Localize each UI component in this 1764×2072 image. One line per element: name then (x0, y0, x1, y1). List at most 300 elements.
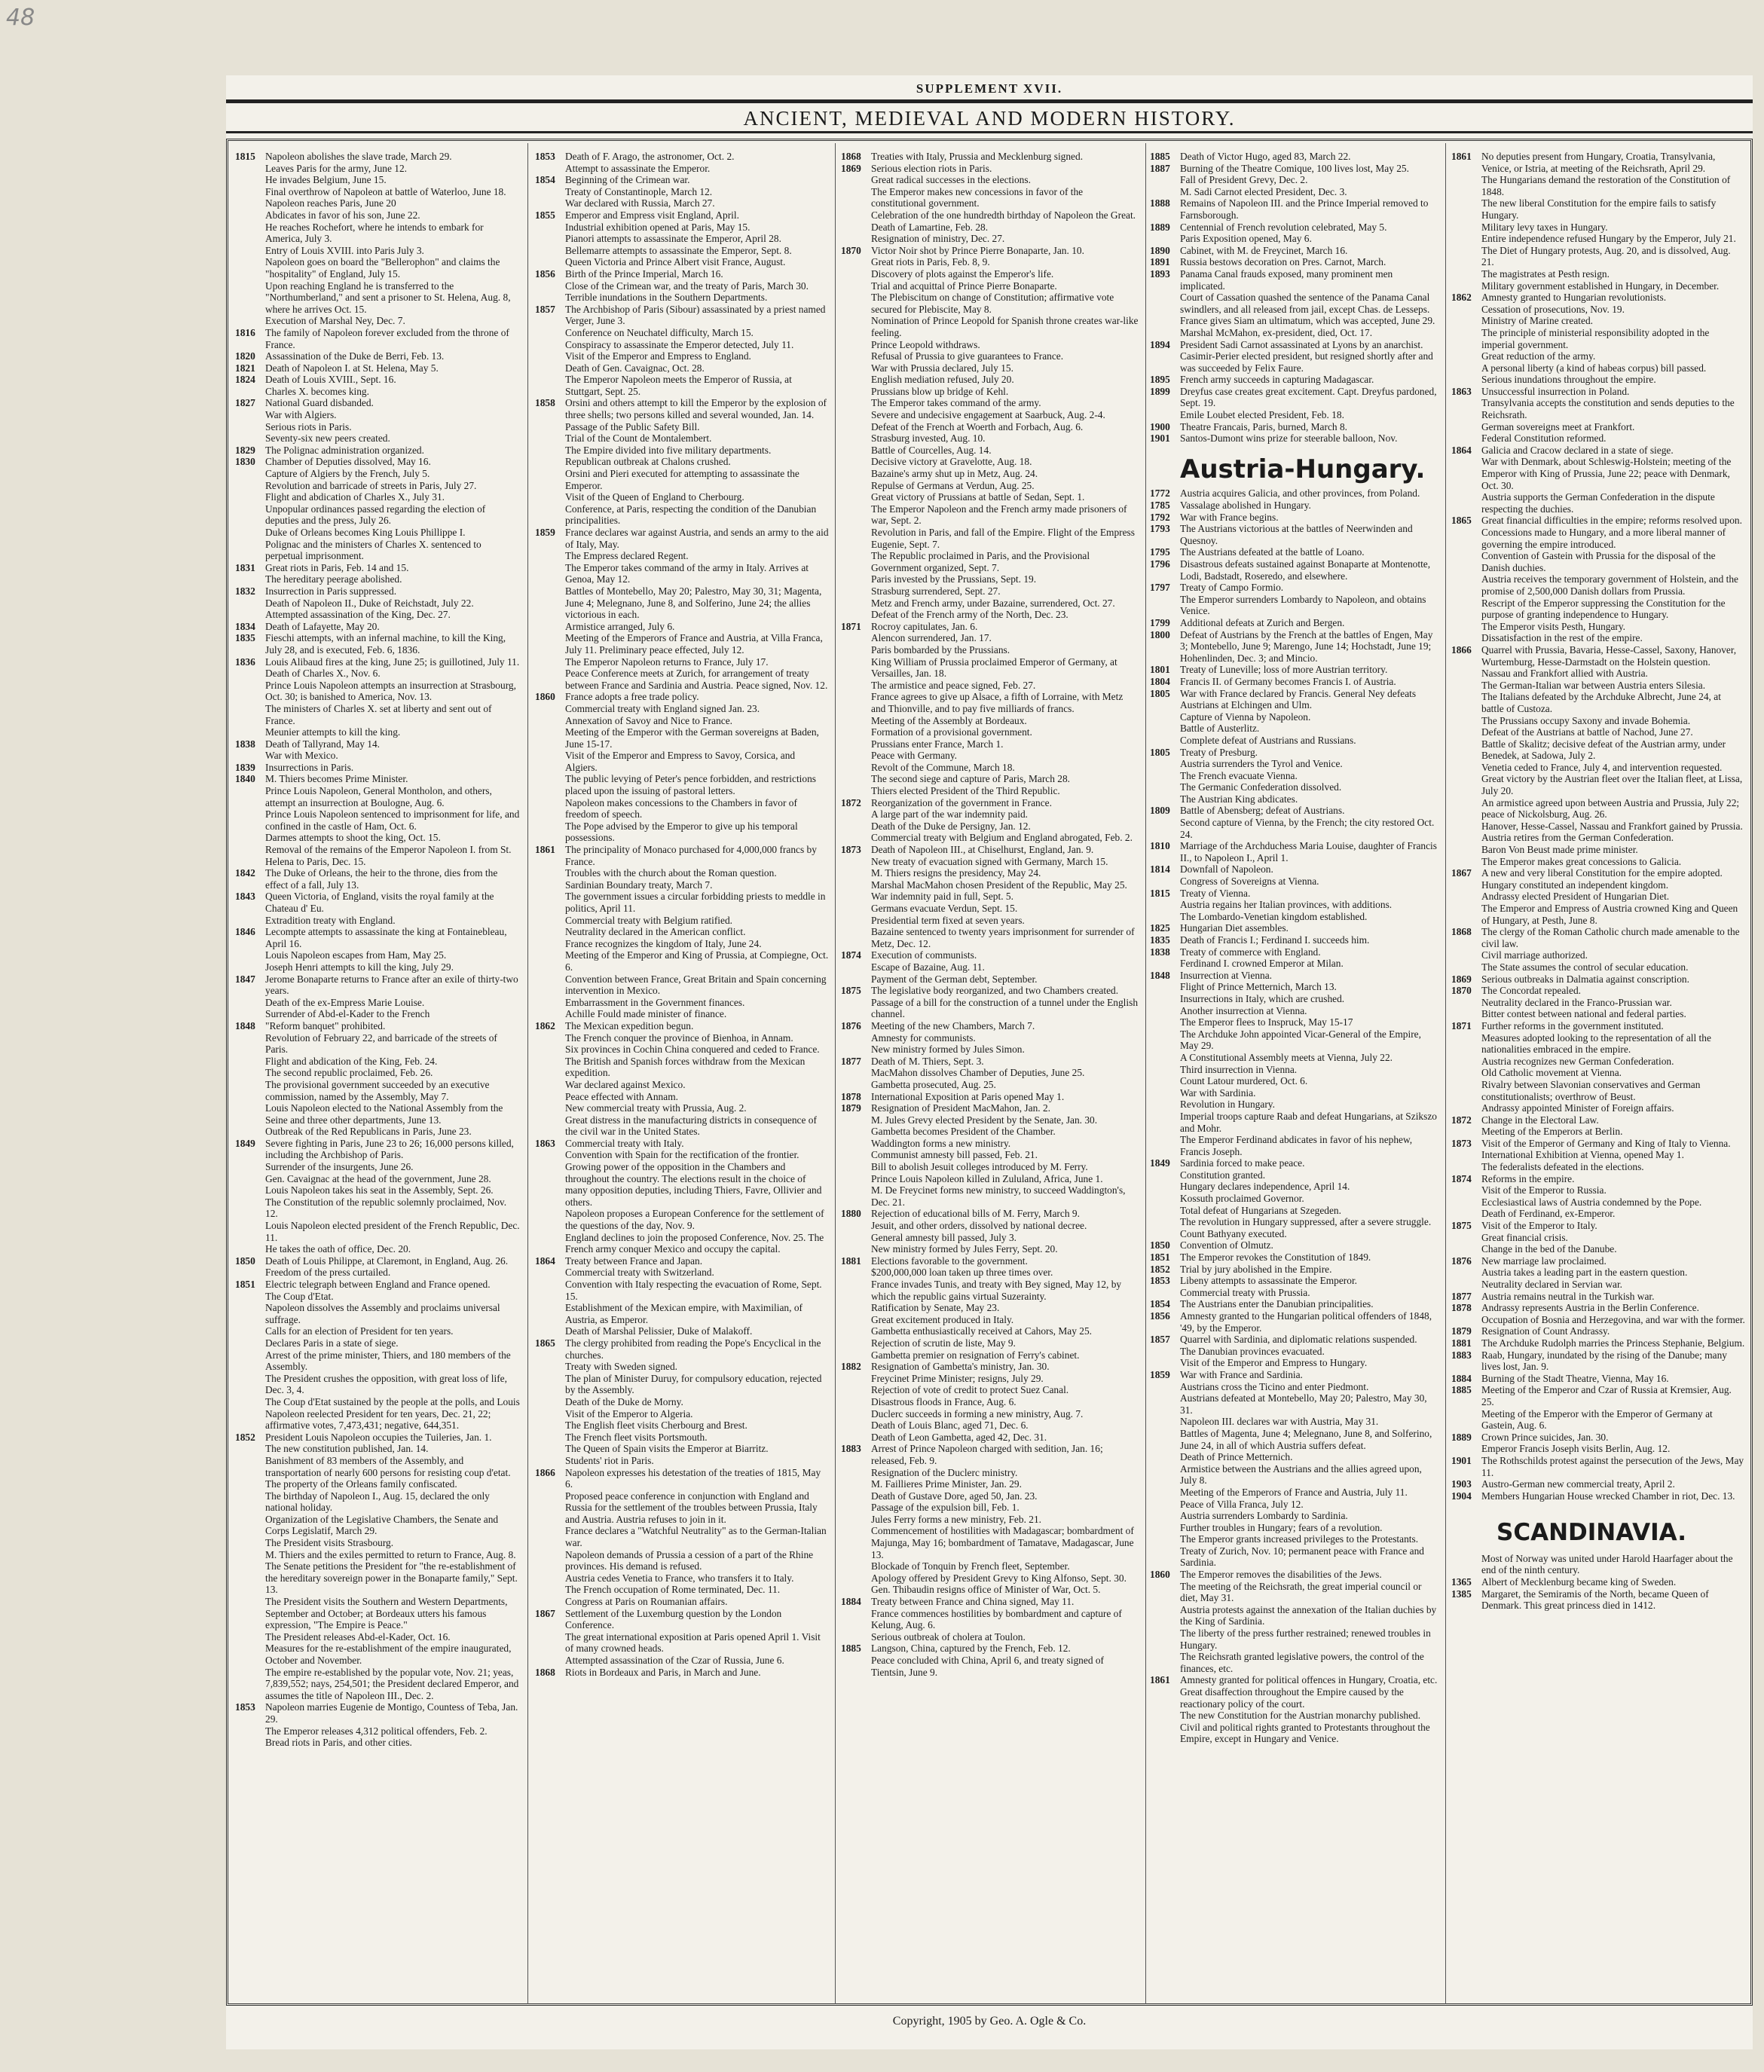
entry-text: Battle of Skalitz; decisive defeat of the Austrian army, under Benedek, at Sadowa, July 2. (1481, 738, 1726, 762)
entry-year (1150, 594, 1180, 617)
history-entry (1451, 245, 1745, 268)
history-entry (535, 1432, 829, 1444)
entry-year: 1772 (1150, 487, 1170, 500)
history-entry (535, 397, 829, 420)
entry-text: The legislative body reorganized, and two Chambers created. (871, 985, 1119, 997)
entry-text: Formation of a provisional government. (871, 726, 1032, 738)
entry-year (841, 1525, 871, 1560)
entry-text: Total defeat of Hungarians at Szegeden. (1180, 1204, 1341, 1216)
history-entry (235, 1138, 520, 1161)
entry-text: Treaty of commerce with England. (1180, 946, 1321, 958)
entry-year (1451, 350, 1481, 362)
entry-text: Treaty of Zurich, Nov. 10; permanent peace with France and Sardinia. (1180, 1545, 1424, 1569)
entry-text: A personal liberty (a kind of habeas corpus) bill passed. (1481, 362, 1707, 374)
entry-text: Cabinet, with M. de Freycinet, March 16. (1180, 244, 1348, 256)
entry-year (1451, 1553, 1481, 1576)
entry-year (1451, 621, 1481, 633)
history-entry (1451, 491, 1745, 515)
history-entry (1150, 899, 1439, 911)
history-entry (235, 315, 520, 327)
entry-year (235, 726, 265, 738)
history-entry (535, 527, 829, 550)
entry-text: English mediation refused, July 20. (871, 374, 1014, 386)
history-entry (1451, 1149, 1745, 1161)
entry-year (841, 691, 871, 714)
history-entry (1150, 981, 1439, 993)
history-entry (841, 1408, 1139, 1420)
entry-text: Rivalry between Slavonian conservatives and German constitutionalists; overthrow of Beust. (1481, 1078, 1701, 1102)
entry-text: The Emperor removes the disabilities of the Jews. (1180, 1569, 1382, 1581)
history-entry (535, 350, 829, 362)
entry-text: Conference, at Paris, respecting the condition of the Danubian principalities. (565, 503, 817, 527)
entry-year (1150, 958, 1180, 970)
history-entry (1451, 1553, 1745, 1576)
entry-year (1150, 1287, 1180, 1299)
entry-year (841, 1279, 871, 1302)
history-entry (235, 762, 520, 774)
history-entry (235, 256, 520, 280)
history-entry (1451, 821, 1745, 833)
entry-year (841, 350, 871, 362)
history-entry (841, 621, 1139, 633)
entry-text: Napoleon dissolves the Assembly and proclaims universal suffrage. (265, 1302, 500, 1325)
entry-year: 1862 (535, 1019, 555, 1031)
history-entry (235, 197, 520, 209)
entry-year (841, 1067, 871, 1079)
history-entry (1451, 985, 1745, 997)
entry-year (535, 879, 565, 891)
entry-year (841, 1114, 871, 1126)
history-entry (841, 1149, 1139, 1161)
entry-year: 1903 (1451, 1478, 1472, 1490)
entry-text: Insurrections in Paris. (265, 761, 354, 773)
history-entry (841, 926, 1139, 949)
history-entry (1451, 1067, 1745, 1079)
entry-year (841, 1349, 871, 1361)
entry-year: 1831 (235, 561, 255, 573)
entry-text: Annexation of Savoy and Nice to France. (565, 714, 732, 726)
entry-year (235, 1032, 265, 1056)
history-entry (1150, 1545, 1439, 1569)
entry-text: Capture of Algiers by the French, July 5. (265, 468, 430, 480)
entry-text: Change in the Electoral Law. (1481, 1114, 1599, 1126)
entry-text: Theatre Francais, Paris, burned, March 8. (1180, 420, 1347, 432)
history-entry (235, 245, 520, 257)
history-entry (841, 832, 1139, 844)
entry-text: Marshal McMahon, ex-president, died, Oct. 17. (1180, 326, 1373, 338)
history-entry (235, 386, 520, 398)
entry-text: The President crushes the opposition, with great loss of life, Dec. 3, 4. (265, 1372, 507, 1396)
entry-year (841, 1079, 871, 1091)
entry-year (1451, 1232, 1481, 1244)
entry-year (535, 456, 565, 468)
entry-year: 1889 (1150, 221, 1170, 233)
entry-text: Napoleon demands of Prussia a cession of a part of the Rhine provinces. His demand is refused. (565, 1548, 814, 1572)
history-entry (1451, 1079, 1745, 1102)
history-entry (535, 468, 829, 491)
entry-year (841, 1420, 871, 1432)
history-entry (841, 186, 1139, 209)
entry-text: Visit of the Emperor to Italy. (1481, 1220, 1597, 1232)
history-entry (841, 1572, 1139, 1585)
history-entry (235, 609, 520, 621)
history-entry (235, 844, 520, 867)
entry-text: Convention of Gastein with Prussia for the disposal of the Danish duchies. (1481, 550, 1716, 573)
entry-year: 1885 (1150, 151, 1170, 162)
history-entry (535, 374, 829, 397)
history-entry (841, 1079, 1139, 1091)
history-entry (841, 362, 1139, 374)
history-entry (535, 797, 829, 821)
entry-year (841, 856, 871, 868)
history-entry (1451, 773, 1745, 796)
history-entry (1150, 911, 1439, 923)
entry-year: 1854 (535, 174, 555, 186)
entry-year (235, 186, 265, 198)
entry-text: Proposed peace conference in conjunction with England and Russia for the settlement of the troubles between Prussia, Italy and Austria. Austria refuses to join in it. (565, 1490, 818, 1525)
entry-text: The President visits Strasbourg. (265, 1537, 394, 1549)
history-entry (841, 409, 1139, 421)
entry-year (235, 949, 265, 961)
entry-text: Gen. Cavaignac at the head of the government, June 28. (265, 1172, 491, 1184)
history-entry (1150, 1157, 1439, 1169)
entry-text: Defeat of the Austrians at battle of Nachod, June 27. (1481, 726, 1693, 738)
history-entry (535, 1114, 829, 1138)
history-entry (535, 1596, 829, 1608)
history-column-4 (1150, 151, 1439, 1997)
entry-year: 1365 (1451, 1576, 1472, 1588)
entry-year: 1858 (535, 397, 555, 409)
entry-year (841, 785, 871, 797)
entry-text: The English fleet visits Cherbourg and Brest. (565, 1420, 747, 1432)
entry-text: Insurrection at Vienna. (1180, 969, 1273, 981)
entry-text: Attempted assassination of the King, Dec. 27. (265, 609, 451, 621)
entry-year (1150, 1216, 1180, 1228)
entry-text: War indemnity paid in full, Sept. 5. (871, 891, 1013, 903)
entry-text: Joseph Henri attempts to kill the king, July 29. (265, 961, 454, 973)
entry-year (841, 1608, 871, 1631)
entry-text: Albert of Mecklenburg became king of Sweden. (1481, 1576, 1677, 1588)
history-entry (235, 1102, 520, 1126)
history-entry (535, 1138, 829, 1150)
entry-year (235, 1243, 265, 1255)
entry-text: The Emperor Napoleon and the French army made prisoners of war, Sept. 2. (871, 503, 1127, 527)
entry-year (1451, 527, 1481, 550)
entry-text: MacMahon dissolves Chamber of Deputies, June 25. (871, 1067, 1085, 1079)
history-entry (841, 1337, 1139, 1349)
history-entry (1150, 1627, 1439, 1651)
history-entry (235, 1267, 520, 1279)
history-entry (1451, 550, 1745, 573)
entry-text: Marriage of the Archduchess Maria Louise, daughter of Francis II., to Napoleon I., April 1. (1180, 840, 1437, 863)
history-entry (535, 256, 829, 268)
entry-year (535, 1032, 565, 1044)
entry-text: Serious election riots in Paris. (871, 162, 992, 174)
history-entry (1451, 1184, 1745, 1196)
history-entry (1451, 527, 1745, 550)
history-entry (1451, 597, 1745, 621)
entry-text: The Austrians enter the Danubian principalities. (1180, 1298, 1374, 1310)
history-entry (1150, 1099, 1439, 1111)
entry-text: M. De Freycinet forms new ministry, to succeed Waddington's, Dec. 21. (871, 1184, 1126, 1208)
entry-year (1451, 174, 1481, 197)
history-entry (1150, 245, 1439, 257)
entry-text: Commercial treaty with England signed Jan. 23. (565, 702, 760, 714)
entry-year (235, 527, 265, 539)
entry-year: 1814 (1150, 863, 1170, 876)
entry-text: The German-Italian war between Austria enters Silesia. (1481, 679, 1706, 691)
entry-year (235, 503, 265, 527)
entry-year: 1850 (235, 1255, 255, 1267)
history-entry (1150, 186, 1439, 198)
history-entry (841, 844, 1139, 856)
history-entry (235, 1243, 520, 1255)
history-entry (235, 726, 520, 738)
entry-year (535, 1114, 565, 1138)
history-entry (535, 726, 829, 750)
entry-text: Darmes attempts to shoot the king, Oct. 15. (265, 832, 441, 844)
entry-text: Refusal of Prussia to give guarantees to France. (871, 350, 1064, 362)
entry-year (1451, 233, 1481, 245)
entry-year (535, 550, 565, 562)
history-entry (535, 867, 829, 879)
entry-text: Defeat of the French army of the North, Dec. 23. (871, 609, 1068, 621)
history-entry (1451, 644, 1745, 668)
entry-year: 1848 (235, 1019, 255, 1031)
entry-year (235, 1196, 265, 1220)
entry-year (841, 1490, 871, 1502)
entry-text: Great victory of Prussians at battle of Sedan, Sept. 1. (871, 491, 1085, 503)
entry-year (235, 222, 265, 245)
column-divider (835, 143, 836, 2004)
history-entry (1150, 629, 1439, 665)
entry-year: 1864 (1451, 444, 1472, 456)
history-entry (535, 1091, 829, 1103)
entry-year: 1800 (1150, 628, 1170, 640)
history-entry (841, 1443, 1139, 1466)
history-entry (1150, 1216, 1439, 1228)
entry-text: Arrest of Prince Napoleon charged with sedition, Jan. 16; released, Feb. 9. (871, 1443, 1103, 1466)
entry-text: Removal of the remains of the Emperor Napoleon I. from St. Helena to Paris, Dec. 15. (265, 844, 512, 867)
entry-text: Death of Napoleon III., at Chiselhurst, England, Jan. 9. (871, 844, 1094, 856)
entry-year (841, 632, 871, 644)
entry-text: The Austrians victorious at the battles of Neerwinden and Quesnoy. (1180, 523, 1413, 546)
history-entry (1451, 1349, 1745, 1373)
entry-text: $200,000,000 loan taken up three times over. (871, 1267, 1053, 1279)
entry-text: Commercial treaty with Belgium ratified. (565, 914, 732, 926)
entry-text: Treaty of Constantinople, March 12. (565, 185, 713, 197)
entry-text: Conference on Neuchatel difficulty, March 15. (565, 326, 754, 338)
entry-text: Complete defeat of Austrians and Russians. (1180, 734, 1356, 746)
entry-text: Peace Conference meets at Zurich, for arrangement of treaty between France and Sardinia and Austria. Peace signed, Nov. 12. (565, 668, 828, 691)
history-entry (1150, 374, 1439, 386)
history-entry (1150, 617, 1439, 629)
entry-year (841, 174, 871, 186)
history-entry (841, 879, 1139, 891)
entry-text: Leaves Paris for the army, June 12. (265, 162, 408, 174)
entry-text: Queen Victoria and Prince Albert visit France, August. (565, 256, 786, 268)
entry-year (535, 197, 565, 209)
entry-year (535, 1361, 565, 1373)
history-entry (535, 1102, 829, 1114)
entry-text: Louis Napoleon elected to the National Assembly from the Seine and three other departments, June 13. (265, 1102, 503, 1126)
entry-text: The Emperor flees to Inspruck, May 15-17 (1180, 1016, 1353, 1028)
entry-year: 1868 (1451, 926, 1472, 938)
entry-year: 1821 (235, 362, 255, 374)
entry-text: War with Algiers. (265, 409, 337, 421)
history-entry (1451, 1490, 1745, 1502)
history-entry (1150, 1569, 1439, 1581)
entry-text: The magistrates at Pesth resign. (1481, 267, 1610, 280)
history-entry (1150, 1181, 1439, 1193)
history-entry (235, 1056, 520, 1068)
entry-year (235, 1291, 265, 1303)
entry-text: Freedom of the press curtailed. (265, 1267, 391, 1279)
entry-year (235, 1161, 265, 1173)
entry-year (535, 915, 565, 927)
entry-year (841, 1584, 871, 1596)
entry-year: 1857 (1150, 1334, 1170, 1346)
history-entry (535, 1255, 829, 1267)
entry-text: Outbreak of the Red Republicans in Paris, June 23. (265, 1126, 472, 1138)
entry-text: Neutrality declared in Servian war. (1481, 1279, 1623, 1290)
entry-text: Blockade of Tonquin by French fleet, September. (871, 1560, 1070, 1572)
entry-text: Commercial treaty with Prussia. (1180, 1286, 1310, 1298)
entry-year (535, 256, 565, 268)
entry-year (1150, 1428, 1180, 1451)
history-entry (235, 174, 520, 186)
history-entry (535, 562, 829, 585)
entry-year (1451, 268, 1481, 280)
entry-year (841, 491, 871, 503)
history-entry (1150, 1369, 1439, 1381)
entry-text: The provisional government succeeded by an executive commission, named by the Assembly, May 7. (265, 1078, 490, 1102)
history-entry (1150, 793, 1439, 805)
entry-text: Death of F. Arago, the astronomer, Oct. 2. (565, 151, 735, 162)
entry-year (535, 1420, 565, 1432)
history-entry (841, 1596, 1139, 1608)
entry-text: Louis Napoleon elected president of the French Republic, Dec. 11. (265, 1220, 520, 1243)
history-entry (1150, 1463, 1439, 1487)
history-entry (535, 997, 829, 1009)
history-entry (1451, 315, 1745, 327)
history-entry (841, 644, 1139, 656)
entry-year (535, 1079, 565, 1091)
entry-year (235, 668, 265, 680)
entry-year: 1873 (1451, 1137, 1472, 1149)
entry-text: Bill to abolish Jesuit colleges introduced by M. Ferry. (871, 1161, 1088, 1173)
entry-year (841, 656, 871, 680)
history-entry (535, 1361, 829, 1373)
history-entry (1451, 1279, 1745, 1291)
entry-year (841, 432, 871, 445)
history-entry (1150, 840, 1439, 863)
entry-text: Austria acquires Galicia, and other provinces, from Poland. (1180, 487, 1420, 500)
entry-text: Rejection of vote of credit to protect Suez Canal. (871, 1384, 1069, 1396)
history-entry (235, 632, 520, 656)
entry-text: Kossuth proclaimed Governor. (1180, 1193, 1304, 1205)
entry-text: Vassalage abolished in Hungary. (1180, 500, 1311, 512)
history-entry (1451, 691, 1745, 714)
history-entry (1451, 903, 1745, 926)
history-entry (1451, 621, 1745, 633)
entry-year: 1880 (841, 1208, 861, 1220)
entry-year (1150, 781, 1180, 793)
entry-text: The birthday of Napoleon I., Aug. 15, declared the only national holiday. (265, 1490, 490, 1514)
entry-year (535, 503, 565, 527)
entry-year (1150, 1193, 1180, 1205)
history-entry (1150, 327, 1439, 339)
entry-text: Celebration of the one hundredth birthday of Napoleon the Great. (871, 209, 1136, 221)
entry-text: Paris invested by the Prussians, Sept. 19. (871, 573, 1037, 585)
entry-text: Revolution and barricade of streets in Paris, July 27. (265, 479, 477, 491)
entry-year (535, 926, 565, 938)
entry-year (1451, 1102, 1481, 1114)
entry-year (535, 1549, 565, 1572)
entry-text: Abdicates in favor of his son, June 22. (265, 209, 420, 221)
history-entry (841, 1208, 1139, 1220)
history-entry (841, 1584, 1139, 1596)
entry-year: 1827 (235, 397, 255, 409)
entry-year: 1899 (1150, 385, 1170, 397)
entry-text: Death of Gen. Cavaignac, Oct. 28. (565, 362, 705, 374)
history-entry (841, 1373, 1139, 1385)
title-rule (226, 131, 1753, 133)
entry-year (535, 1161, 565, 1208)
entry-text: Downfall of Napoleon. (1180, 863, 1273, 876)
history-entry (235, 409, 520, 421)
entry-text: New marriage law proclaimed. (1481, 1255, 1607, 1267)
entry-year (1150, 292, 1180, 315)
entry-year: 1861 (1451, 151, 1472, 162)
entry-year: 1885 (1451, 1384, 1472, 1396)
entry-text: The Hungarians demand the restoration of the Constitution of 1848. (1481, 174, 1731, 197)
entry-year (841, 1467, 871, 1479)
history-entry (841, 209, 1139, 222)
entry-text: Ratification by Senate, May 23. (871, 1302, 1000, 1314)
history-entry (1451, 1196, 1745, 1209)
entry-year (1451, 1149, 1481, 1161)
entry-text: Insurrection in Paris suppressed. (265, 585, 397, 597)
entry-year (535, 585, 565, 621)
entry-year: 1866 (535, 1466, 555, 1478)
entry-year (1150, 409, 1180, 421)
entry-year (235, 915, 265, 927)
history-entry (1150, 1028, 1439, 1052)
entry-text: Death of Victor Hugo, aged 83, March 22. (1180, 151, 1351, 162)
entry-year (235, 1490, 265, 1514)
entry-year (1150, 770, 1180, 782)
entry-text: Attempt to assassinate the Emperor. (565, 162, 711, 174)
entry-text: Visit of the Emperor of Germany and King of Italy to Vienna. (1481, 1137, 1731, 1149)
history-entry (841, 550, 1139, 573)
column-divider (527, 143, 528, 2004)
entry-year (235, 573, 265, 585)
history-entry (841, 1655, 1139, 1678)
entry-year: 1793 (1150, 523, 1170, 535)
entry-year (535, 1443, 565, 1455)
entry-year (235, 1008, 265, 1020)
entry-text: An armistice agreed upon between Austria and Prussia, July 22; peace of Nickolsburg, Aug. 26. (1481, 796, 1740, 821)
entry-year (535, 1373, 565, 1396)
history-entry (535, 186, 829, 198)
entry-text: Venetia ceded to France, July 4, and intervention requested. (1481, 761, 1723, 773)
entry-year (841, 750, 871, 762)
entry-text: Bellemarre attempts to assassinate the Emperor, Sept. 8. (565, 244, 792, 256)
entry-year (535, 1572, 565, 1585)
entry-text: A Constitutional Assembly meets at Vienna, July 22. (1180, 1051, 1393, 1063)
entry-text: Meeting of the Emperor with the German sovereigns at Baden, June 15-17. (565, 726, 819, 750)
